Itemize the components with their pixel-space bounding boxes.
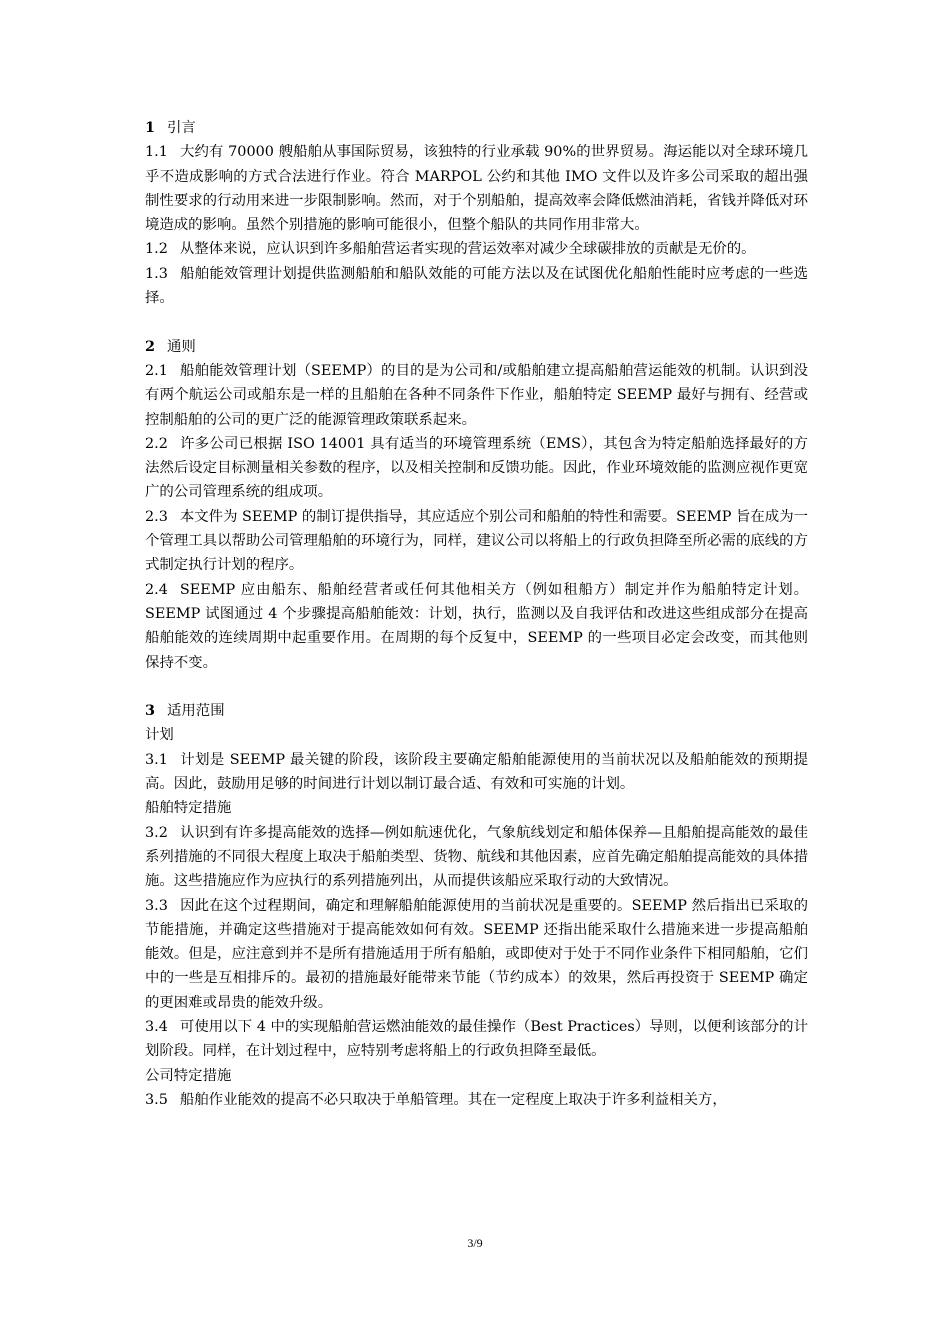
paragraph-number: 1.3 [145,265,168,282]
paragraph [145,1088,808,1112]
paragraph [145,262,808,311]
section-3 [145,699,808,1112]
paragraph-number: 2.3 [145,508,168,525]
paragraph [145,432,808,505]
section-title: 适用范围 [167,703,225,720]
subsection-title: 公司特定措施 [145,1067,232,1084]
paragraph-text: 许多公司已根据 ISO 14001 具有适当的环境管理系统（EMS），其包含为特定船舶选择最好的方法然后设定目标测量相关参数的程序，以及相关控制和反馈功能。因此，作业环境效能的监测应视作更宽广的公司管理系统的组成项。 [145,435,808,501]
paragraph [145,578,808,675]
paragraph [145,1015,808,1064]
paragraph-text: 船舶能效管理计划（SEEMP）的目的是为公司和/或船舶建立提高船舶营运能效的机制。认识到没有两个航运公司或船东是一样的且船舶在各种不同条件下作业，船舶特定 SEEMP 最好与拥有、经营或控制船舶的公司的更广泛的能源管理政策联系起来。 [145,362,808,428]
paragraph-number: 3.2 [145,824,168,841]
section-title: 引言 [167,120,196,136]
section-2 [145,335,808,675]
subsection-title: 计划 [145,727,174,744]
paragraph-text: 从整体来说，应认识到许多船舶营运者实现的营运效率对减少全球碳排放的贡献是无价的。 [179,241,756,258]
paragraph-number: 1.1 [145,144,168,161]
section-number: 2 [145,337,156,355]
paragraph-text: 计划是 SEEMP 最关键的阶段，该阶段主要确定船舶能源使用的当前状况以及船舶能效的预期提高。因此，鼓励用足够的时间进行计划以制订最合适、有效和可实施的计划。 [145,751,808,793]
paragraph-text: SEEMP 应由船东、船舶经营者或任何其他相关方（例如租船方）制定并作为船舶特定计划。SEEMP 试图通过 4 个步骤提高船舶能效：计划，执行，监测以及自我评估和改进这些组成部分在提高船舶能效的连续周期中起重要作用。在周期的每个反复中，SEEMP 的一些项目必定会改变，而其他则保持不变。 [145,581,808,671]
paragraph [145,140,808,237]
paragraph-number: 3.1 [145,751,168,768]
paragraph-text: 大约有 70000 艘船舶从事国际贸易，该独特的行业承载 90%的世界贸易。海运能以对全球环境几乎不造成影响的方式合法进行作业。符合 MARPOL 公约和其他 IMO 文件以及许多公司采取的超出强制性要求的行动用来进一步限制影响。然而，对于个别船舶，提高效率会降低燃油消耗，省钱并降低对环境造成的影响。虽然个别措施的影响可能很小，但整个船队的共同作用非常大。 [145,144,808,234]
subsection-title: 船舶特定措施 [145,800,232,817]
paragraph [145,821,808,894]
paragraph [145,237,808,261]
page-number: 3/9 [467,1236,483,1250]
paragraph [145,505,808,578]
paragraph-text: 船舶能效管理计划提供监测船舶和船队效能的可能方法以及在试图优化船舶性能时应考虑的一些选择。 [145,265,808,307]
paragraph [145,359,808,432]
section-heading [145,699,808,723]
section-heading [145,335,808,359]
paragraph-number: 3.3 [145,897,168,914]
paragraph-text: 船舶作业能效的提高不必只取决于单船管理。其在一定程度上取决于许多利益相关方， [179,1091,727,1108]
paragraph-text: 认识到有许多提高能效的选择—例如航速优化，气象航线划定和船体保养—且船舶提高能效的最佳系列措施的不同很大程度上取决于船舶类型、货物、航线和其他因素，应首先确定船舶提高能效的具体措施。这些措施应作为应执行的系列措施列出，从而提供该船应采取行动的大致情况。 [145,824,808,890]
paragraph-text: 因此在这个过程期间，确定和理解船舶能源使用的当前状况是重要的。SEEMP 然后指出已采取的节能措施，并确定这些措施对于提高能效如何有效。SEEMP 还指出能采取什么措施来进一步提高船舶能效。但是，应注意到并不是所有措施适用于所有船舶，或即使对于处于不同作业条件下相同船舶，它们中的一些是互相排斥的。最初的措施最好能带来节能（节约成本）的效果，然后再投资于 SEEMP 确定的更困难或昂贵的能效升级。 [145,897,808,1011]
document-body [145,116,808,1112]
section-number: 1 [145,119,156,136]
paragraph-number: 2.4 [145,581,168,598]
paragraph-text: 可使用以下 4 中的实现船舶营运燃油能效的最佳操作（Best Practices）导则，以便利该部分的计划阶段。同样，在计划过程中，应特别考虑将船上的行政负担降至最低。 [145,1018,808,1060]
section-number: 3 [145,702,156,720]
paragraph [145,894,808,1015]
paragraph-number: 3.5 [145,1091,168,1108]
paragraph-number: 2.2 [145,435,168,452]
paragraph-text: 本文件为 SEEMP 的制订提供指导，其应适应个别公司和船舶的特性和需要。SEEMP 旨在成为一个管理工具以帮助公司管理船舶的环境行为，同样，建议公司以将船上的行政负担降至所必需的底线的方式制定执行计划的程序。 [145,508,808,574]
section-title: 通则 [167,338,196,355]
paragraph-number: 2.1 [145,362,168,379]
section-1 [145,116,808,310]
paragraph-number: 3.4 [145,1018,168,1035]
paragraph [145,748,808,797]
paragraph-number: 1.2 [145,241,168,258]
section-heading [145,116,808,140]
